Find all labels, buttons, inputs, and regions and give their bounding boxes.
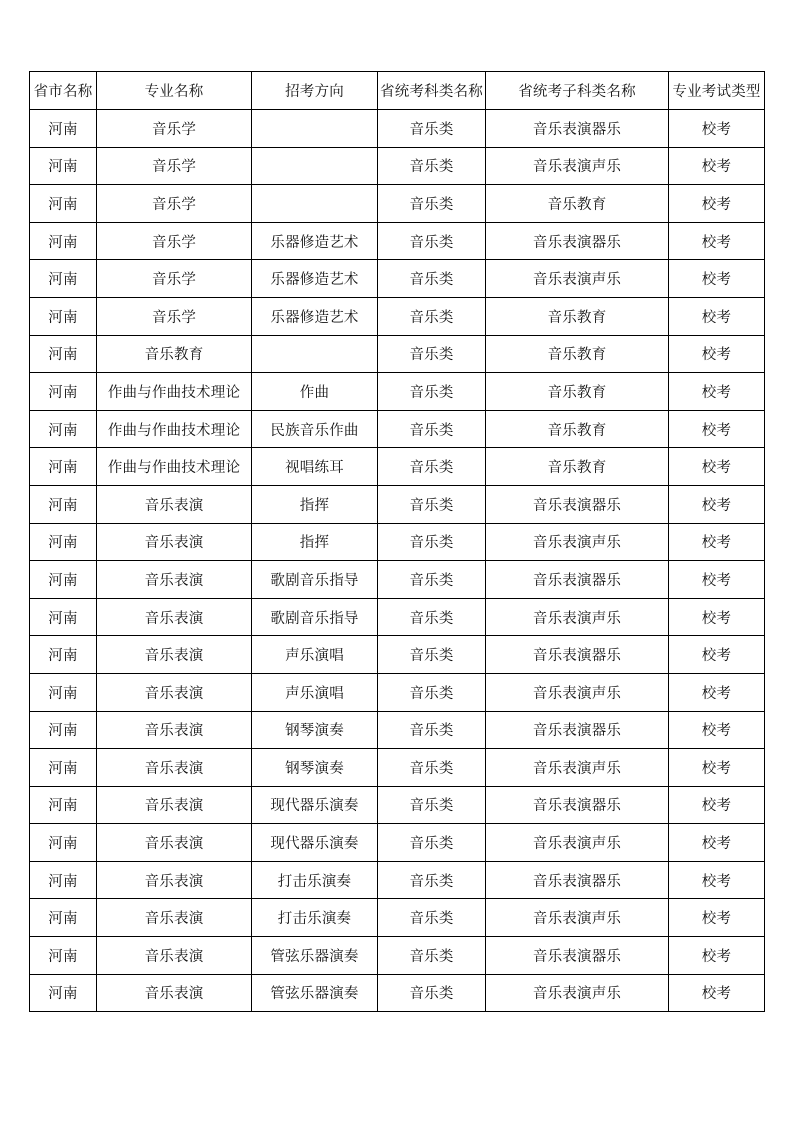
- table-header: [30, 72, 765, 110]
- cell-major: 音乐学: [97, 222, 252, 260]
- cell-exam-subcategory: 音乐表演器乐: [486, 485, 669, 523]
- cell-major: 音乐表演: [97, 937, 252, 975]
- header-exam-type: 专业考试类型: [669, 72, 765, 110]
- cell-major: 音乐表演: [97, 824, 252, 862]
- table-row: [30, 636, 765, 674]
- cell-province: 河南: [30, 523, 97, 561]
- table-row: [30, 786, 765, 824]
- cell-exam-category: 音乐类: [378, 786, 486, 824]
- table-row: [30, 598, 765, 636]
- cell-exam-type: 校考: [669, 824, 765, 862]
- cell-direction: 打击乐演奏: [252, 861, 378, 899]
- header-province: 省市名称: [30, 72, 97, 110]
- cell-exam-category: 音乐类: [378, 485, 486, 523]
- cell-exam-subcategory: 音乐表演器乐: [486, 937, 669, 975]
- cell-major: 音乐表演: [97, 711, 252, 749]
- cell-major: 音乐表演: [97, 786, 252, 824]
- cell-exam-subcategory: 音乐教育: [486, 335, 669, 373]
- cell-major: 音乐表演: [97, 523, 252, 561]
- cell-direction: 钢琴演奏: [252, 749, 378, 787]
- cell-exam-subcategory: 音乐表演器乐: [486, 636, 669, 674]
- header-direction: 招考方向: [252, 72, 378, 110]
- cell-exam-type: 校考: [669, 899, 765, 937]
- cell-exam-category: 音乐类: [378, 561, 486, 599]
- cell-major: 音乐学: [97, 185, 252, 223]
- table-row: [30, 824, 765, 862]
- cell-exam-subcategory: 音乐表演器乐: [486, 561, 669, 599]
- cell-province: 河南: [30, 110, 97, 148]
- cell-major: 音乐教育: [97, 335, 252, 373]
- cell-province: 河南: [30, 260, 97, 298]
- cell-direction: [252, 185, 378, 223]
- cell-exam-category: 音乐类: [378, 335, 486, 373]
- cell-major: 音乐表演: [97, 561, 252, 599]
- cell-exam-type: 校考: [669, 373, 765, 411]
- table-row: [30, 335, 765, 373]
- table-row: [30, 147, 765, 185]
- cell-province: 河南: [30, 561, 97, 599]
- cell-major: 音乐表演: [97, 636, 252, 674]
- cell-exam-category: 音乐类: [378, 711, 486, 749]
- cell-major: 音乐表演: [97, 861, 252, 899]
- cell-province: 河南: [30, 824, 97, 862]
- cell-major: 音乐表演: [97, 974, 252, 1012]
- table-row: [30, 297, 765, 335]
- cell-province: 河南: [30, 410, 97, 448]
- cell-major: 音乐表演: [97, 749, 252, 787]
- cell-exam-type: 校考: [669, 974, 765, 1012]
- table-row: [30, 561, 765, 599]
- cell-province: 河南: [30, 786, 97, 824]
- table-row: [30, 485, 765, 523]
- cell-exam-type: 校考: [669, 523, 765, 561]
- cell-exam-category: 音乐类: [378, 749, 486, 787]
- cell-exam-category: 音乐类: [378, 185, 486, 223]
- cell-province: 河南: [30, 974, 97, 1012]
- cell-exam-subcategory: 音乐表演器乐: [486, 711, 669, 749]
- cell-direction: 视唱练耳: [252, 448, 378, 486]
- cell-exam-subcategory: 音乐表演声乐: [486, 598, 669, 636]
- table-row: [30, 861, 765, 899]
- cell-exam-category: 音乐类: [378, 937, 486, 975]
- cell-exam-subcategory: 音乐教育: [486, 373, 669, 411]
- cell-province: 河南: [30, 185, 97, 223]
- table-row: [30, 110, 765, 148]
- cell-exam-category: 音乐类: [378, 297, 486, 335]
- cell-exam-type: 校考: [669, 410, 765, 448]
- cell-exam-category: 音乐类: [378, 598, 486, 636]
- cell-exam-type: 校考: [669, 673, 765, 711]
- cell-province: 河南: [30, 598, 97, 636]
- cell-exam-category: 音乐类: [378, 636, 486, 674]
- cell-major: 音乐学: [97, 260, 252, 298]
- cell-province: 河南: [30, 373, 97, 411]
- cell-direction: 声乐演唱: [252, 673, 378, 711]
- cell-province: 河南: [30, 749, 97, 787]
- cell-exam-category: 音乐类: [378, 373, 486, 411]
- cell-exam-subcategory: 音乐表演声乐: [486, 673, 669, 711]
- cell-province: 河南: [30, 861, 97, 899]
- admissions-table: [29, 71, 765, 1012]
- cell-province: 河南: [30, 335, 97, 373]
- cell-major: 作曲与作曲技术理论: [97, 373, 252, 411]
- table-row: [30, 974, 765, 1012]
- cell-exam-category: 音乐类: [378, 523, 486, 561]
- header-row: [30, 72, 765, 110]
- cell-province: 河南: [30, 636, 97, 674]
- cell-exam-subcategory: 音乐教育: [486, 410, 669, 448]
- cell-exam-type: 校考: [669, 260, 765, 298]
- cell-direction: 指挥: [252, 523, 378, 561]
- cell-province: 河南: [30, 448, 97, 486]
- cell-direction: 乐器修造艺术: [252, 260, 378, 298]
- cell-exam-subcategory: 音乐表演器乐: [486, 110, 669, 148]
- table-row: [30, 373, 765, 411]
- cell-province: 河南: [30, 147, 97, 185]
- cell-major: 音乐学: [97, 147, 252, 185]
- table-row: [30, 899, 765, 937]
- cell-exam-category: 音乐类: [378, 673, 486, 711]
- cell-exam-type: 校考: [669, 485, 765, 523]
- cell-exam-category: 音乐类: [378, 110, 486, 148]
- cell-direction: 声乐演唱: [252, 636, 378, 674]
- table-row: [30, 749, 765, 787]
- cell-exam-type: 校考: [669, 749, 765, 787]
- cell-direction: 打击乐演奏: [252, 899, 378, 937]
- header-exam-category: 省统考科类名称: [378, 72, 486, 110]
- cell-major: 作曲与作曲技术理论: [97, 448, 252, 486]
- cell-province: 河南: [30, 297, 97, 335]
- cell-province: 河南: [30, 485, 97, 523]
- cell-exam-subcategory: 音乐表演声乐: [486, 523, 669, 561]
- cell-province: 河南: [30, 937, 97, 975]
- cell-exam-type: 校考: [669, 636, 765, 674]
- table-row: [30, 260, 765, 298]
- cell-direction: 乐器修造艺术: [252, 297, 378, 335]
- cell-province: 河南: [30, 899, 97, 937]
- cell-province: 河南: [30, 222, 97, 260]
- cell-exam-category: 音乐类: [378, 410, 486, 448]
- cell-exam-subcategory: 音乐表演器乐: [486, 786, 669, 824]
- cell-direction: 现代器乐演奏: [252, 786, 378, 824]
- cell-province: 河南: [30, 711, 97, 749]
- table-body: [30, 110, 765, 1012]
- cell-exam-category: 音乐类: [378, 260, 486, 298]
- cell-exam-category: 音乐类: [378, 861, 486, 899]
- cell-exam-category: 音乐类: [378, 899, 486, 937]
- cell-major: 音乐学: [97, 297, 252, 335]
- cell-direction: 歌剧音乐指导: [252, 598, 378, 636]
- cell-major: 作曲与作曲技术理论: [97, 410, 252, 448]
- cell-exam-type: 校考: [669, 147, 765, 185]
- cell-exam-subcategory: 音乐表演声乐: [486, 899, 669, 937]
- table-row: [30, 523, 765, 561]
- cell-direction: 歌剧音乐指导: [252, 561, 378, 599]
- cell-exam-type: 校考: [669, 711, 765, 749]
- cell-major: 音乐表演: [97, 673, 252, 711]
- cell-direction: [252, 147, 378, 185]
- cell-exam-type: 校考: [669, 598, 765, 636]
- cell-exam-subcategory: 音乐表演器乐: [486, 861, 669, 899]
- cell-exam-subcategory: 音乐表演声乐: [486, 749, 669, 787]
- cell-exam-type: 校考: [669, 937, 765, 975]
- cell-exam-subcategory: 音乐教育: [486, 448, 669, 486]
- table-row: [30, 711, 765, 749]
- cell-direction: 管弦乐器演奏: [252, 937, 378, 975]
- cell-direction: 管弦乐器演奏: [252, 974, 378, 1012]
- header-exam-subcategory: 省统考子科类名称: [486, 72, 669, 110]
- cell-direction: 民族音乐作曲: [252, 410, 378, 448]
- cell-exam-subcategory: 音乐教育: [486, 297, 669, 335]
- cell-exam-type: 校考: [669, 110, 765, 148]
- cell-direction: 现代器乐演奏: [252, 824, 378, 862]
- table-row: [30, 410, 765, 448]
- table-row: [30, 448, 765, 486]
- cell-major: 音乐表演: [97, 485, 252, 523]
- cell-exam-type: 校考: [669, 861, 765, 899]
- cell-exam-type: 校考: [669, 297, 765, 335]
- cell-exam-category: 音乐类: [378, 824, 486, 862]
- table-row: [30, 937, 765, 975]
- cell-exam-type: 校考: [669, 185, 765, 223]
- cell-direction: [252, 335, 378, 373]
- header-major: 专业名称: [97, 72, 252, 110]
- table-row: [30, 185, 765, 223]
- cell-major: 音乐表演: [97, 598, 252, 636]
- cell-major: 音乐表演: [97, 899, 252, 937]
- cell-exam-category: 音乐类: [378, 147, 486, 185]
- cell-direction: 钢琴演奏: [252, 711, 378, 749]
- cell-exam-subcategory: 音乐教育: [486, 185, 669, 223]
- cell-exam-subcategory: 音乐表演声乐: [486, 260, 669, 298]
- cell-direction: [252, 110, 378, 148]
- cell-exam-type: 校考: [669, 335, 765, 373]
- cell-major: 音乐学: [97, 110, 252, 148]
- cell-exam-type: 校考: [669, 448, 765, 486]
- cell-exam-subcategory: 音乐表演声乐: [486, 824, 669, 862]
- cell-exam-subcategory: 音乐表演声乐: [486, 974, 669, 1012]
- cell-direction: 乐器修造艺术: [252, 222, 378, 260]
- table-row: [30, 222, 765, 260]
- cell-exam-category: 音乐类: [378, 974, 486, 1012]
- cell-province: 河南: [30, 673, 97, 711]
- cell-exam-subcategory: 音乐表演器乐: [486, 222, 669, 260]
- table-row: [30, 673, 765, 711]
- cell-direction: 指挥: [252, 485, 378, 523]
- cell-exam-type: 校考: [669, 561, 765, 599]
- cell-exam-subcategory: 音乐表演声乐: [486, 147, 669, 185]
- cell-exam-category: 音乐类: [378, 222, 486, 260]
- cell-exam-type: 校考: [669, 786, 765, 824]
- cell-exam-type: 校考: [669, 222, 765, 260]
- cell-exam-category: 音乐类: [378, 448, 486, 486]
- cell-direction: 作曲: [252, 373, 378, 411]
